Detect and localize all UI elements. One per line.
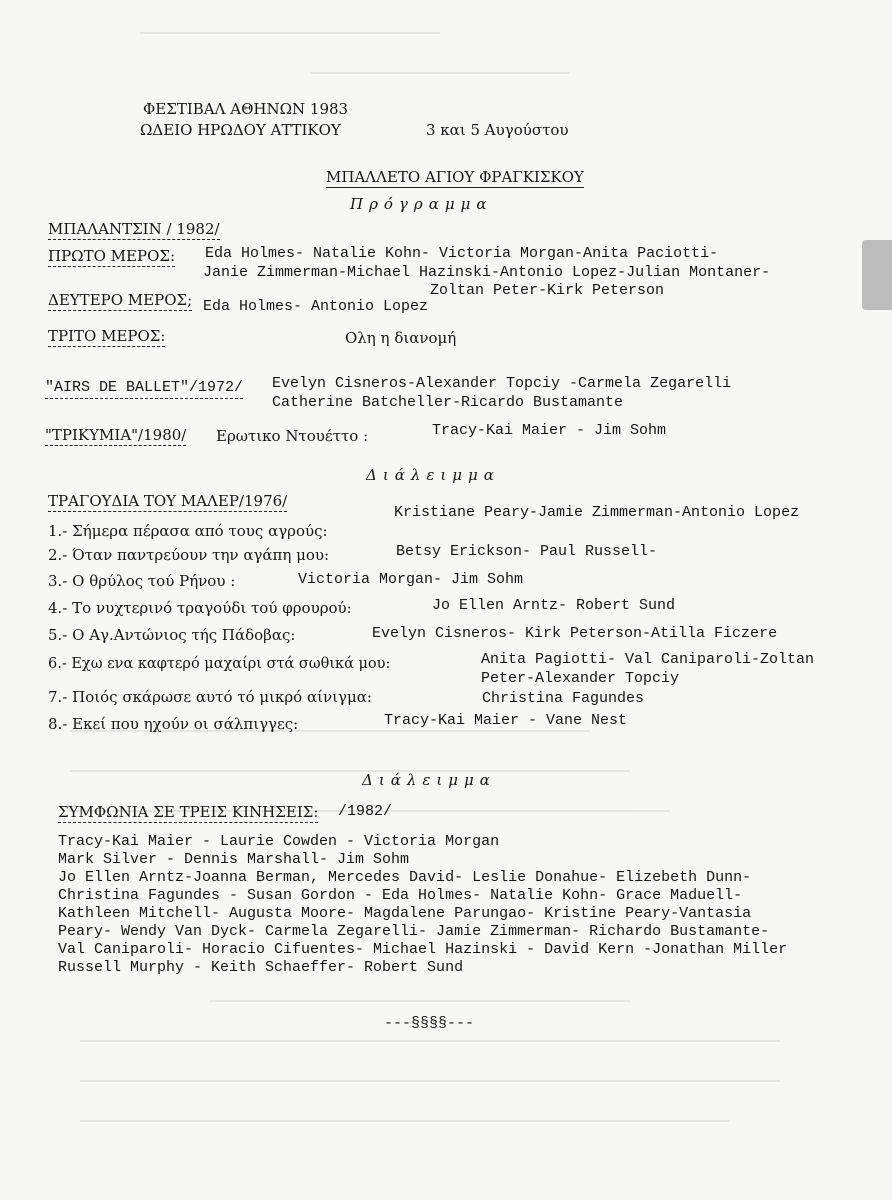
symphony-line-1: Tracy-Kai Maier - Laurie Cowden - Victoria Morgan [58, 833, 500, 850]
song-4-dancers: Jo Ellen Arntz- Robert Sund [432, 597, 676, 614]
airs-line2: Catherine Batcheller-Ricardo Bustamante [272, 394, 624, 411]
part1-label: ΠΡΩΤΟ ΜΕΡΟΣ: [48, 247, 176, 265]
song-2-dancers: Betsy Erickson- Paul Russell- [396, 543, 658, 560]
symphony-line-6: Peary- Wendy Van Dyck- Carmela Zegarelli- Jamie Zimmerman- Richardo Bustamante- [58, 923, 770, 940]
company-title: ΜΠΑΛΛΕΤΟ ΑΓΙΟΥ ΦΡΑΓΚΙΣΚΟΥ [326, 168, 584, 186]
airs-line1: Evelyn Cisneros-Alexander Topciy -Carmela Zegarelli [272, 375, 732, 392]
symphony-line-4: Christina Fagundes - Susan Gordon - Eda Holmes- Natalie Kohn- Grace Maduell- [58, 887, 743, 904]
part2-line1: Eda Holmes- Antonio Lopez [203, 298, 429, 315]
song-6-dancers-cont: Peter-Alexander Topciy [481, 670, 680, 687]
song-3-dancers: Victoria Morgan- Jim Sohm [298, 571, 524, 588]
trikymia-title: "ΤΡΙΚΥΜΙΑ"/1980/ [45, 426, 187, 444]
programme-heading: Πρόγραμμα [350, 195, 493, 213]
song-2-title: 2.- Όταν παντρεύουν την αγάπη μου: [48, 546, 330, 564]
song-5-dancers: Evelyn Cisneros- Kirk Peterson-Atilla Ficzere [372, 625, 778, 642]
mahler-lead-dancers: Kristiane Peary-Jamie Zimmerman-Antonio Lopez [394, 504, 800, 521]
song-6-title: 6.- Εχω ενα καφτερό μαχαίρι στά σωθικά μου: [48, 656, 391, 672]
symphony-line-8: Russell Murphy - Keith Schaeffer- Robert Sund [58, 959, 464, 976]
symphony-line-5: Kathleen Mitchell- Augusta Moore- Magdalene Parungao- Kristine Peary-Vantasia [58, 905, 752, 922]
symphony-line-2: Mark Silver - Dennis Marshall- Jim Sohm [58, 851, 410, 868]
symphony-title: ΣΥΜΦΩΝΙΑ ΣΕ ΤΡΕΙΣ ΚΙΝΗΣΕΙΣ: [58, 803, 319, 821]
scan-edge-mark [862, 240, 892, 310]
part2-label: ΔΕΥΤΕΡΟ ΜΕΡΟΣ; [48, 291, 193, 309]
intermission-1: Διάλειμμα [366, 466, 500, 484]
song-1-title: 1.- Σήμερα πέρασα από τους αγρούς: [48, 522, 328, 540]
ballanchine-title: ΜΠΑΛΑΝΤΣΙΝ / 1982/ [48, 220, 220, 238]
intermission-2: Διάλειμμα [362, 771, 496, 789]
dates: 3 και 5 Αυγούστου [426, 121, 569, 139]
symphony-line-3: Jo Ellen Arntz-Joanna Berman, Mercedes David- Leslie Donahue- Elizebeth Dunn- [58, 869, 752, 886]
end-mark: ---§§§§--- [384, 1015, 475, 1032]
trikymia-subtitle: Ερωτικο Ντουέττο : [216, 427, 369, 445]
venue-line: ΩΔΕΙΟ ΗΡΩΔΟΥ ΑΤΤΙΚΟΥ [140, 121, 341, 139]
part1-line1: Eda Holmes- Natalie Kohn- Victoria Morgan-Anita Paciotti- [205, 245, 719, 262]
song-5-title: 5.- Ο Αγ.Αντώνιος τής Πάδοβας: [48, 626, 296, 644]
song-8-dancers: Tracy-Kai Maier - Vane Nest [384, 712, 628, 729]
mahler-title: ΤΡΑΓΟΥΔΙΑ ΤΟΥ ΜΑΛΕΡ/1976/ [48, 492, 288, 510]
song-7-title: 7.- Ποιός σκάρωσε αυτό τό μικρό αίνιγμα: [48, 688, 372, 706]
song-4-title: 4.- Το νυχτερινό τραγούδι τού φρουρού: [48, 599, 352, 617]
part3-text: Ολη η διανομή [345, 329, 457, 347]
part3-label: ΤΡΙΤΟ ΜΕΡΟΣ: [48, 327, 166, 345]
song-7-dancers: Christina Fagundes [482, 690, 645, 707]
trikymia-dancers: Tracy-Kai Maier - Jim Sohm [432, 422, 667, 439]
symphony-line-7: Val Caniparoli- Horacio Cifuentes- Michael Hazinski - David Kern -Jonathan Miller [58, 941, 788, 958]
airs-title: "AIRS DE BALLET"/1972/ [45, 379, 243, 399]
song-3-title: 3.- Ο θρύλος τού Ρήνου : [48, 572, 236, 590]
symphony-year: /1982/ [338, 803, 393, 820]
part1-line3: Zoltan Peter-Kirk Peterson [430, 282, 665, 299]
part1-line2: Janie Zimmerman-Michael Hazinski-Antonio Lopez-Julian Montaner- [203, 264, 771, 281]
song-8-title: 8.- Εκεί που ηχούν οι σάλπιγγες: [48, 715, 299, 733]
song-6-dancers: Anita Pagiotti- Val Caniparoli-Zoltan [481, 651, 815, 668]
festival-line: ΦΕΣΤΙΒΑΛ ΑΘΗΝΩΝ 1983 [143, 100, 349, 118]
